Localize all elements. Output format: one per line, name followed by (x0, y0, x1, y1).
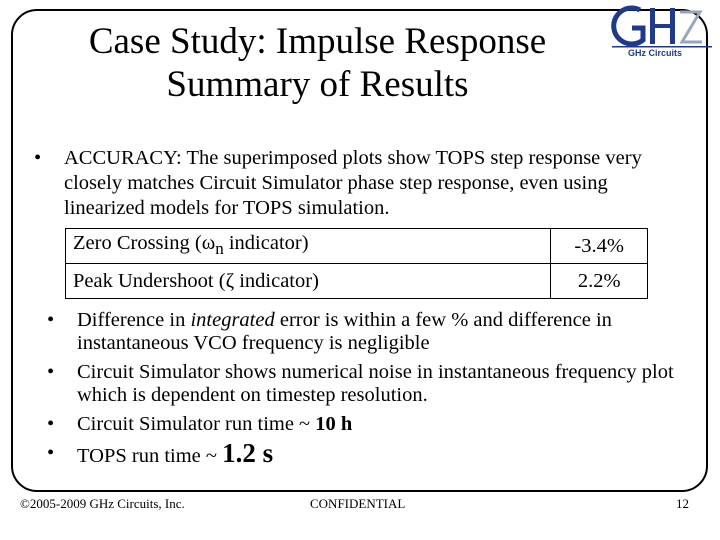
row-label: Zero Crossing ($\omega_n$ indicator) (66, 229, 551, 264)
title-line-1: Case Study: Impulse Response (88, 21, 547, 62)
bullet-dot: • (47, 413, 55, 435)
accuracy-label: ACCURACY: (64, 147, 182, 169)
table-row (66, 229, 648, 264)
bullet-dot: • (47, 442, 55, 464)
bullet-dot: • (47, 309, 55, 331)
row-value: 2.2% (551, 264, 648, 299)
footer-copyright: ©2005-2009 GHz Circuits, Inc. (20, 496, 185, 511)
footer-confidential: CONFIDENTIAL (310, 496, 406, 511)
bullet-dot: • (34, 147, 42, 169)
subscript-n: n (215, 239, 224, 259)
list-item: • Circuit Simulator run time ~ 10 h (47, 413, 353, 435)
zeta-symbol: ζ (225, 269, 235, 292)
table-row (66, 264, 648, 299)
list-item: • TOPS run time ~ 1.2 s (47, 438, 274, 468)
row-label: Peak Undershoot (ζ indicator) (66, 264, 551, 299)
row-value: -3.4% (551, 229, 648, 264)
simulator-runtime-value: 10 h (315, 413, 353, 435)
results-bullets (47, 309, 687, 474)
logo-text: GHz Circuits (628, 48, 683, 58)
accuracy-text: The superimposed plots show TOPS step response very closely matches Circuit Simulator phase step response, even using linearized models for TOPS simulation. (64, 147, 642, 219)
ghz-logo-graphic (610, 2, 715, 60)
results-table (65, 228, 648, 299)
ghz-circuits-logo (610, 2, 715, 60)
bullet-dot: • (47, 361, 55, 383)
tops-runtime-value: 1.2 s (222, 438, 274, 468)
title-line-2: Summary of Results (166, 64, 469, 105)
list-item: • Difference in integrated error is within a few % and difference in instantaneous VCO frequency is negligible (47, 309, 612, 354)
list-item: • Circuit Simulator shows numerical noise in instantaneous frequency plot which is dependent on timestep resolution. (47, 361, 674, 406)
slide-title (20, 20, 615, 106)
omega-symbol: ω (201, 232, 216, 255)
page-number: 12 (676, 496, 689, 511)
integrated-emphasis: integrated (190, 309, 275, 331)
